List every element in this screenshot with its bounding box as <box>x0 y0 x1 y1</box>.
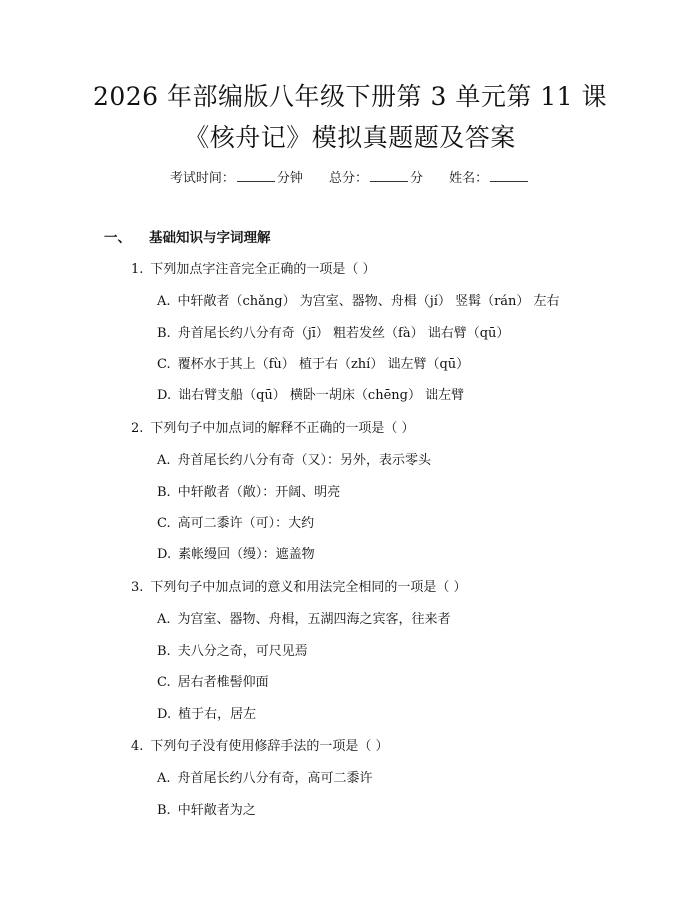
question-2 <box>131 419 415 439</box>
option-letter: D. <box>157 707 172 722</box>
option-letter: C. <box>157 516 171 531</box>
question-2-option-a <box>157 451 431 471</box>
total-score-unit: 分 <box>410 171 424 186</box>
option-letter: A. <box>157 612 171 627</box>
question-text: 下列加点字注音完全正确的一项是（ ） <box>150 262 376 277</box>
total-score-label: 总分： <box>328 171 368 186</box>
question-3 <box>131 578 467 598</box>
option-text: 植于右，居左 <box>178 707 257 722</box>
option-letter: A. <box>157 294 171 309</box>
option-text: 居右者椎髻仰面 <box>177 675 269 690</box>
question-3-option-d <box>157 705 256 725</box>
question-4-option-a <box>157 769 373 789</box>
question-3-option-b <box>157 642 308 662</box>
option-letter: D. <box>157 547 172 562</box>
question-1-option-a <box>157 292 560 312</box>
question-3-option-a <box>157 610 451 630</box>
exam-time-blank[interactable] <box>237 170 275 182</box>
document-title-line1: 2026 年部编版八年级下册第 3 单元第 11 课 <box>92 82 608 111</box>
question-number: 2. <box>131 421 144 436</box>
question-text: 下列句子中加点词的解释不正确的一项是（ ） <box>150 421 415 436</box>
question-2-option-c <box>157 514 314 534</box>
option-text: 高可二黍许（可）：大约 <box>177 516 315 531</box>
question-4 <box>131 737 389 757</box>
option-text: 素帐缦回（缦）：遮盖物 <box>178 547 315 562</box>
student-name-blank[interactable] <box>490 170 528 182</box>
question-number: 1. <box>131 262 144 277</box>
option-text: 舟首尾长约八分有奇（jī） 粗若发丝（fà） 诎右臂（qū） <box>177 326 510 341</box>
question-number: 3. <box>131 580 144 595</box>
question-2-option-d <box>157 545 315 565</box>
option-letter: B. <box>157 485 171 500</box>
option-letter: B. <box>157 803 171 818</box>
option-letter: A. <box>157 453 171 468</box>
option-letter: D. <box>157 388 172 403</box>
exam-time-field <box>170 171 307 186</box>
student-name-label: 姓名： <box>449 171 489 186</box>
exam-time-unit: 分钟 <box>276 171 303 186</box>
question-1-option-b <box>157 324 509 344</box>
question-1 <box>131 260 376 280</box>
option-text: 诎右臂支船（qū） 横卧一胡床（chēng） 诎左臂 <box>178 388 465 403</box>
option-letter: A. <box>157 771 171 786</box>
option-text: 舟首尾长约八分有奇，高可二黍许 <box>177 771 373 786</box>
question-1-option-d <box>157 386 464 406</box>
section-number: 一、 <box>104 230 131 246</box>
option-text: 舟首尾长约八分有奇（又）：另外，表示零头 <box>177 453 432 468</box>
option-text: 中轩敞者（敞）：开阔、明亮 <box>177 485 341 500</box>
option-text: 中轩敞者为之 <box>177 803 256 818</box>
option-letter: B. <box>157 644 171 659</box>
option-text: 夫八分之奇，可尺见焉 <box>177 644 308 659</box>
question-3-option-c <box>157 673 269 693</box>
document-title-line2: 《核舟记》模拟真题题及答案 <box>184 123 516 152</box>
question-1-option-c <box>157 355 469 375</box>
option-text: 中轩敞者（chǎng） 为宫室、器物、舟楫（jí） 竖髯（rán） 左右 <box>177 294 560 309</box>
exam-meta-line <box>0 170 700 188</box>
section-title: 基础知识与字词理解 <box>149 230 271 246</box>
total-score-blank[interactable] <box>370 170 408 182</box>
question-text: 下列句子中加点词的意义和用法完全相同的一项是（ ） <box>150 580 467 595</box>
question-4-option-b <box>157 801 256 821</box>
section-heading <box>104 228 271 248</box>
option-text: 为宫室、器物、舟楫，五湖四海之宾客，往来者 <box>177 612 451 627</box>
question-number: 4. <box>131 739 144 754</box>
exam-time-label: 考试时间： <box>169 171 235 186</box>
option-letter: C. <box>157 357 171 372</box>
option-letter: C. <box>157 675 171 690</box>
student-name-field <box>449 171 530 186</box>
question-text: 下列句子没有使用修辞手法的一项是（ ） <box>150 739 389 754</box>
option-text: 覆杯水于其上（fù） 植于右（zhí） 诎左臂（qū） <box>177 357 470 372</box>
option-letter: B. <box>157 326 171 341</box>
total-score-field <box>329 171 427 186</box>
question-2-option-b <box>157 483 340 503</box>
